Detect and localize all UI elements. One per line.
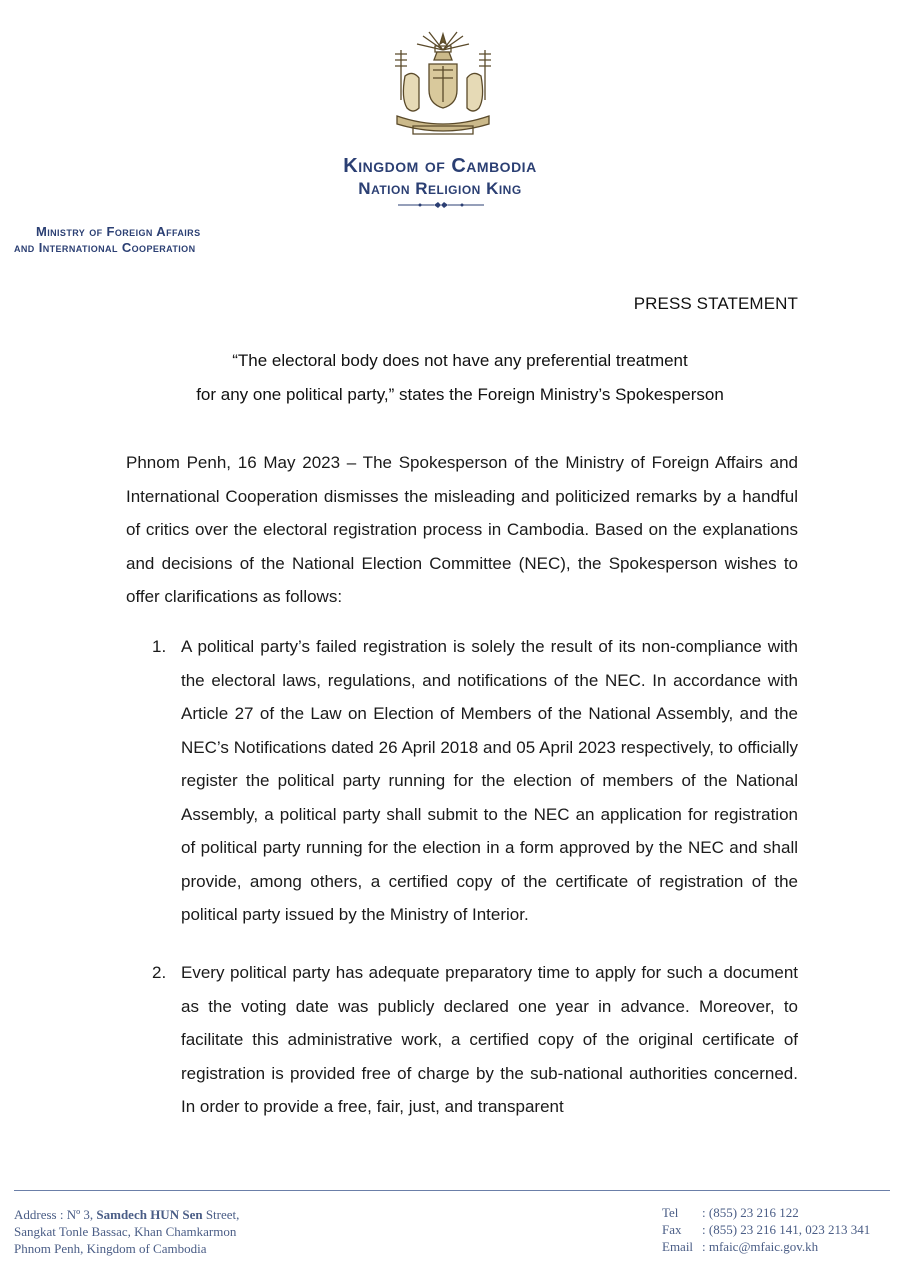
list-item-number: 2. bbox=[152, 963, 167, 982]
ministry-name: Ministry of Foreign Affairs and International Cooperation bbox=[14, 224, 201, 255]
email-row: Email : mfaic@mfaic.gov.kh bbox=[662, 1239, 819, 1254]
national-motto: Nation Religion King bbox=[358, 179, 522, 198]
list-item-text: A political party’s failed registration is solely the result of its non-compliance with the electoral laws, regulations, and notifications of the NEC. In accordance with Article 27 of the Law on Election of Members of the National Assembly, and the NEC’s Notifications dated 26 April 2018 and 05 April 2023 respectively, to officially register the political party running for the election of members of the National Assembly, a political party shall submit to the NEC an application for registration of political party running for the election in a form approved by the NEC and shall provide, among others, a certified copy of the certificate of registration of the political party issued by the Ministry of Interior. bbox=[181, 637, 798, 924]
royal-seal-icon bbox=[383, 30, 503, 142]
ornament-divider-icon bbox=[396, 200, 486, 210]
kingdom-title: Kingdom of Cambodia bbox=[343, 155, 537, 177]
footer-contact bbox=[662, 1204, 897, 1255]
headline-line-2: for any one political party,” states the Foreign Ministry’s Spokesperson bbox=[196, 385, 724, 404]
tel-row: Tel : (855) 23 216 122 bbox=[662, 1205, 799, 1220]
kingdom-heading bbox=[300, 154, 580, 200]
headline bbox=[120, 344, 800, 412]
list-item-number: 1. bbox=[152, 637, 167, 656]
footer-divider bbox=[14, 1190, 890, 1191]
footer-address: Address : Nº 3, Samdech HUN Sen Street, Sangkat Tonle Bassac, Khan Chamkarmon Phnom Penh, Kingdom of Cambodia bbox=[14, 1207, 240, 1256]
press-statement-label: PRESS STATEMENT bbox=[633, 294, 798, 313]
headline-line-1: “The electoral body does not have any preferential treatment bbox=[232, 351, 688, 370]
intro-paragraph: Phnom Penh, 16 May 2023 – The Spokesperson of the Ministry of Foreign Affairs and International Cooperation dismisses the misleading and politicized remarks by a handful of critics over the electoral registration process in Cambodia. Based on the explanations and decisions of the National Election Committee (NEC), the Spokesperson wishes to offer clarifications as follows: bbox=[126, 453, 798, 606]
fax-row: Fax : (855) 23 216 141, 023 213 341 bbox=[662, 1222, 871, 1237]
list-item-text: Every political party has adequate preparatory time to apply for such a document as the voting date was publicly declared one year in advance. Moreover, to facilitate this administrative work, a certified copy of the original certificate of registration is provided free of charge by the sub-national authorities concerned. In order to provide a free, fair, just, and transparent bbox=[181, 963, 798, 1116]
